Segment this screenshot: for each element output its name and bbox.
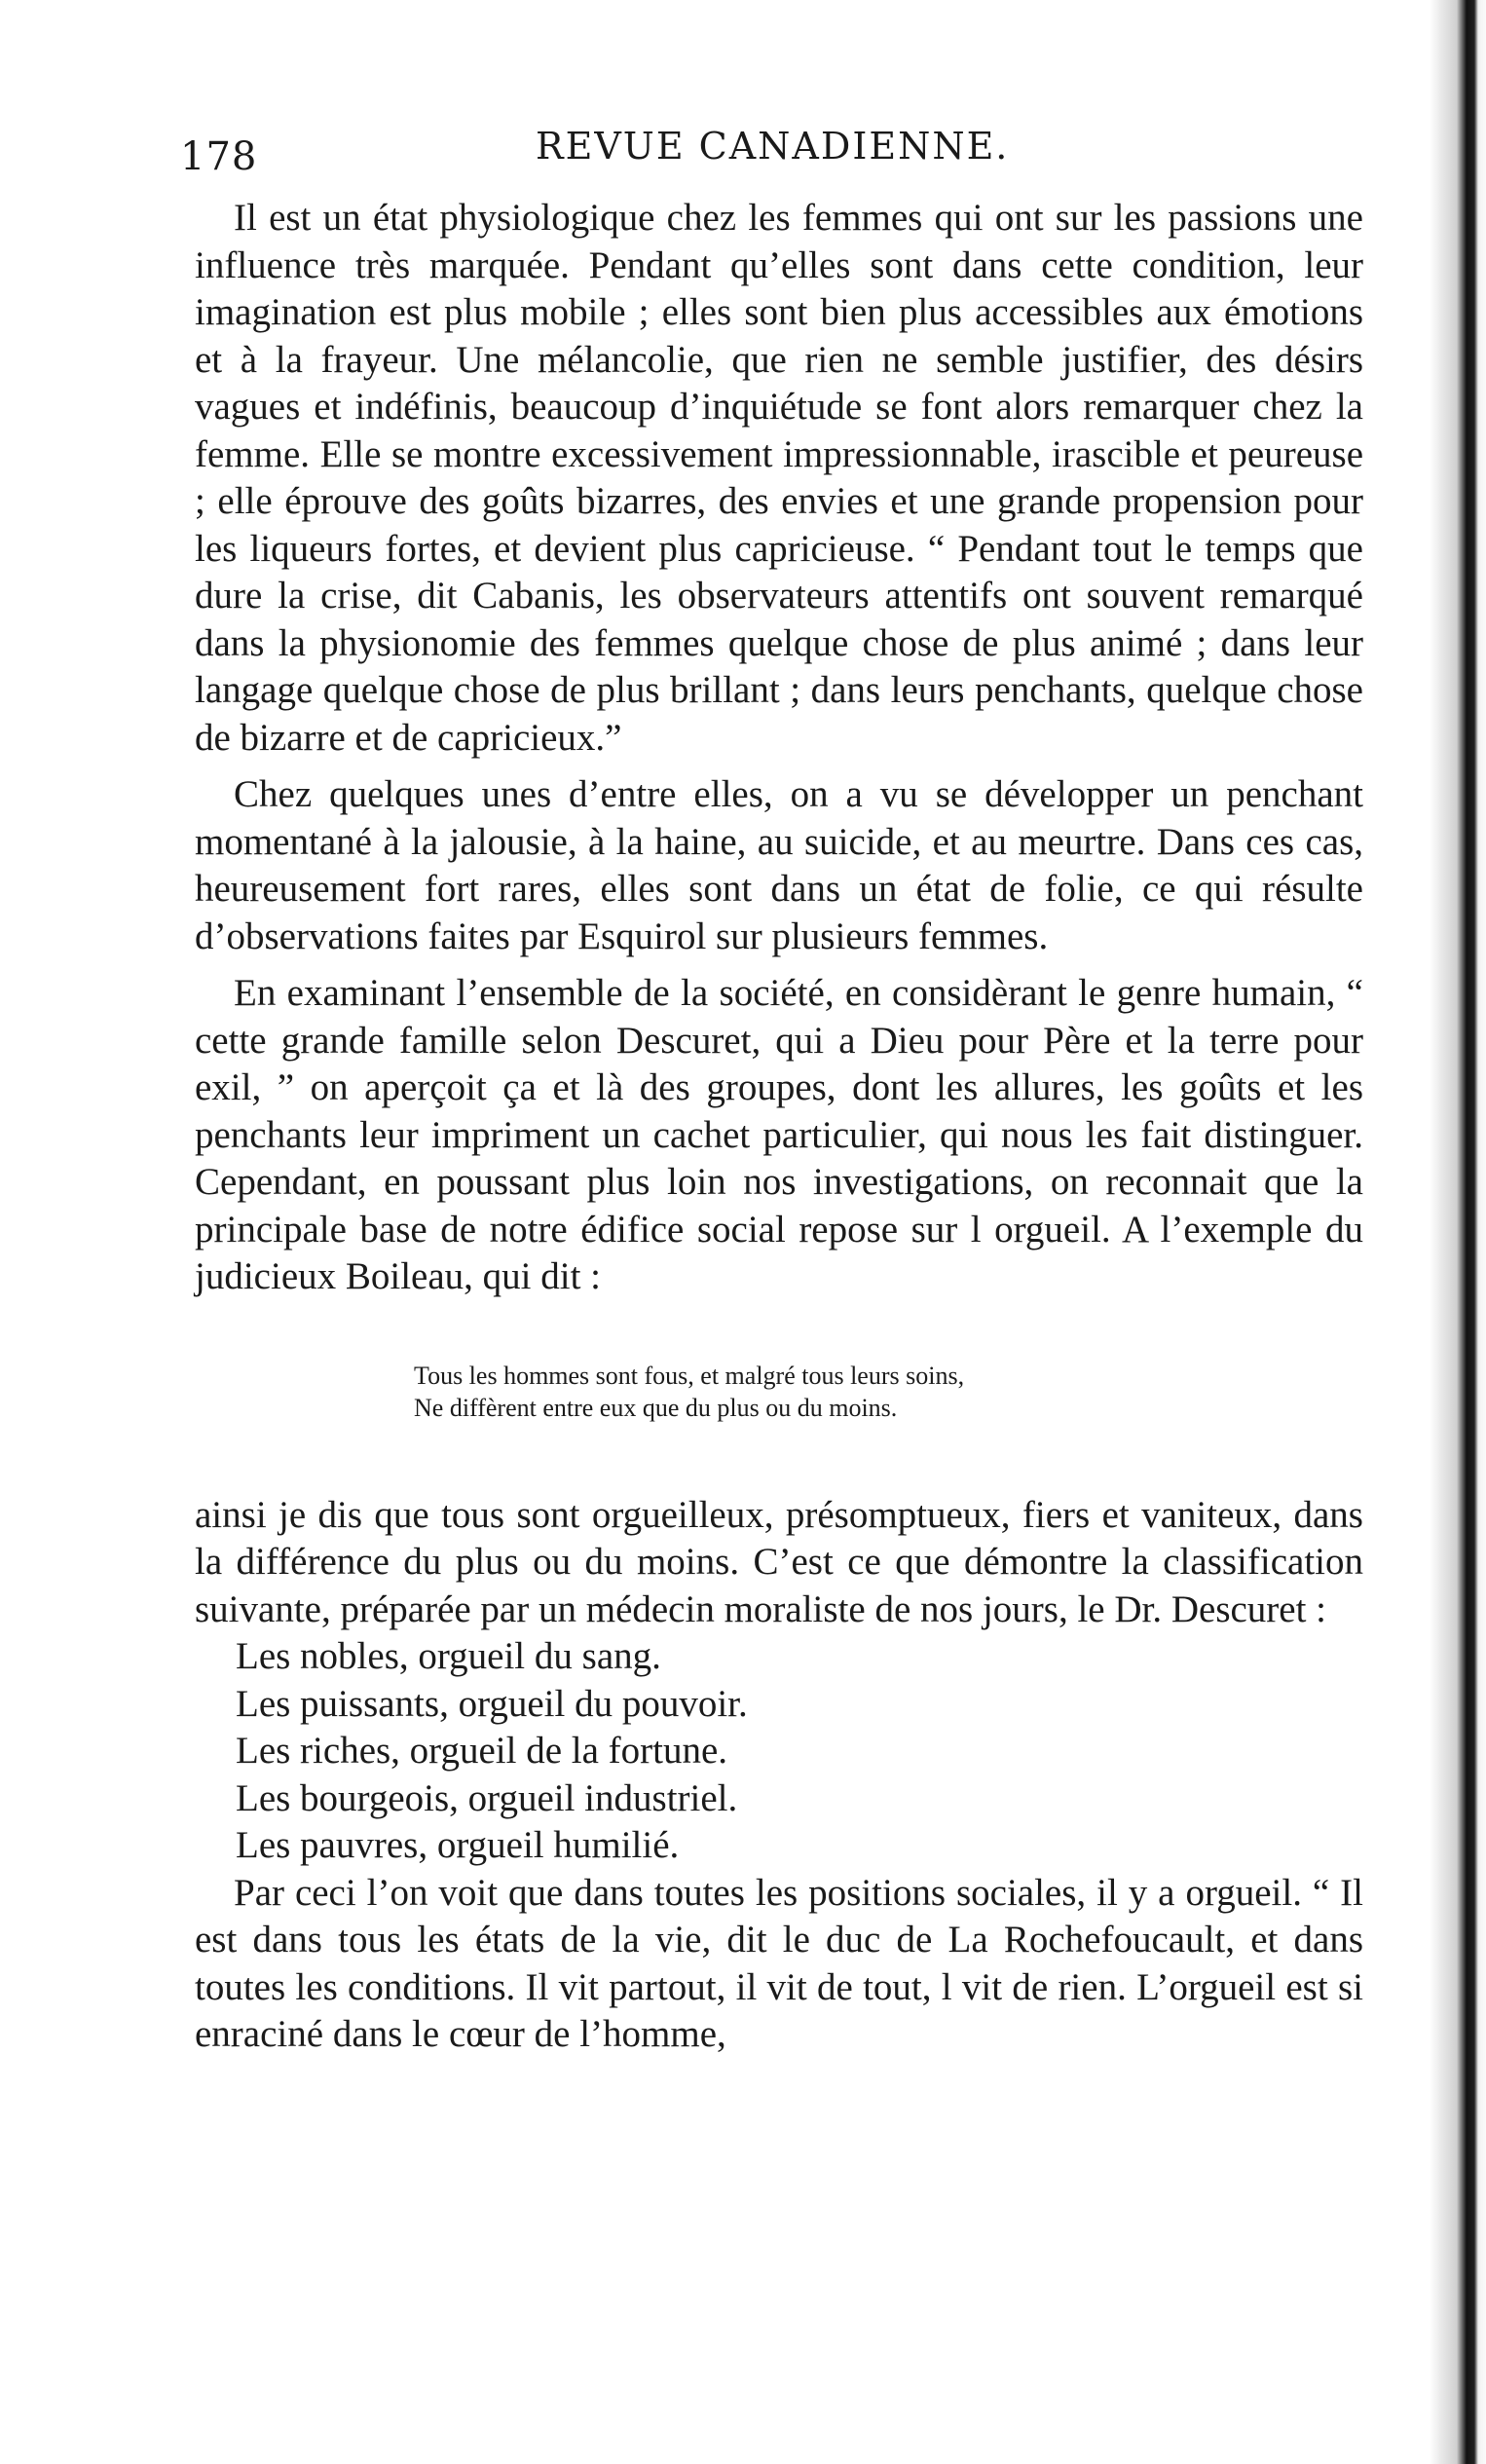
list-item: Les puissants, orgueil du pouvoir. (236, 1682, 748, 1725)
page-body (195, 195, 1363, 2059)
verse-line: Ne diffèrent entre eux que du plus ou du moins. (414, 1393, 898, 1422)
list-item: Les bourgeois, orgueil industriel. (236, 1776, 738, 1819)
list-item: Les riches, orgueil de la fortune. (236, 1730, 728, 1772)
paragraph: Par ceci l’on voit que dans toutes les positions sociales, il y a orgueil. “ Il est dans tous les états de la vie, dit le duc de La Rochefoucault, et dans toutes les conditions. Il vit partout, il vit de tout, l vit de rien. L’orgueil est si enraciné dans le cœur de l’homme, (195, 1871, 1363, 2055)
paragraph: Il est un état physiologique chez les femmes qui ont sur les passions une influence très marquée. Pendant qu’elles sont dans cette condition, leur imagination est plus mobile ; elles sont bien plus accessibles aux émotions et à la frayeur. Une mélancolie, que rien ne semble justifier, des désirs vagues et indéfinis, beaucoup d’inquiétude se font alors remarquer chez la femme. Elle se montre excessivement impressionnable, irascible et peureuse ; elle éprouve des goûts bizarres, des envies et une grande propension pour les liqueurs fortes, et devient plus capricieuse. “ Pendant tout le temps que dure la crise, dit Cabanis, les observateurs attentifs ont souvent remarqué dans la physionomie des femmes quelque chose de plus animé ; dans leur langage quelque chose de plus brillant ; dans leurs penchants, quelque chose de bizarre et de capricieux.” (195, 197, 1363, 759)
verse-line: Tous les hommes sont fous, et malgré tous leurs soins, (414, 1361, 965, 1390)
paragraph: ainsi je dis que tous sont orgueilleux, présomptueux, fiers et vaniteux, dans la différence du plus ou du moins. C’est ce que démontre la classification suivante, préparée par un médecin moraliste de nos jours, le Dr. Descuret : (195, 1493, 1363, 1630)
running-title: REVUE CANADIENNE. (536, 125, 1010, 168)
page-number: 178 (180, 134, 258, 179)
paragraph: Chez quelques unes d’entre elles, on a vu se développer un penchant momentané à la jalousie, à la haine, au suicide, et au meurtre. Dans ces cas, heureusement fort rares, elles sont dans un état de folie, ce qui résulte d’observations faites par Esquirol sur plusieurs femmes. (195, 773, 1363, 957)
page-header (180, 125, 1319, 183)
paragraph: En examinant l’ensemble de la société, en considèrant le genre humain, “ cette grande famille selon Descuret, qui a Dieu pour Père et la terre pour exil, ” on aperçoit ça et là des groupes, dont les allures, les goûts et les penchants leur impriment un cachet particulier, qui nous les fait distinguer. Cependant, en poussant plus loin nos investigations, on reconnait que la principale base de notre édifice social repose sur l orgueil. A l’exemple du judicieux Boileau, qui dit : (195, 972, 1363, 1297)
list-item: Les pauvres, orgueil humilié. (236, 1824, 680, 1866)
binding-edge (1430, 0, 1486, 2464)
verse-quote (414, 1360, 1363, 1424)
classification-list (236, 1633, 1363, 1870)
list-item: Les nobles, orgueil du sang. (236, 1635, 661, 1677)
